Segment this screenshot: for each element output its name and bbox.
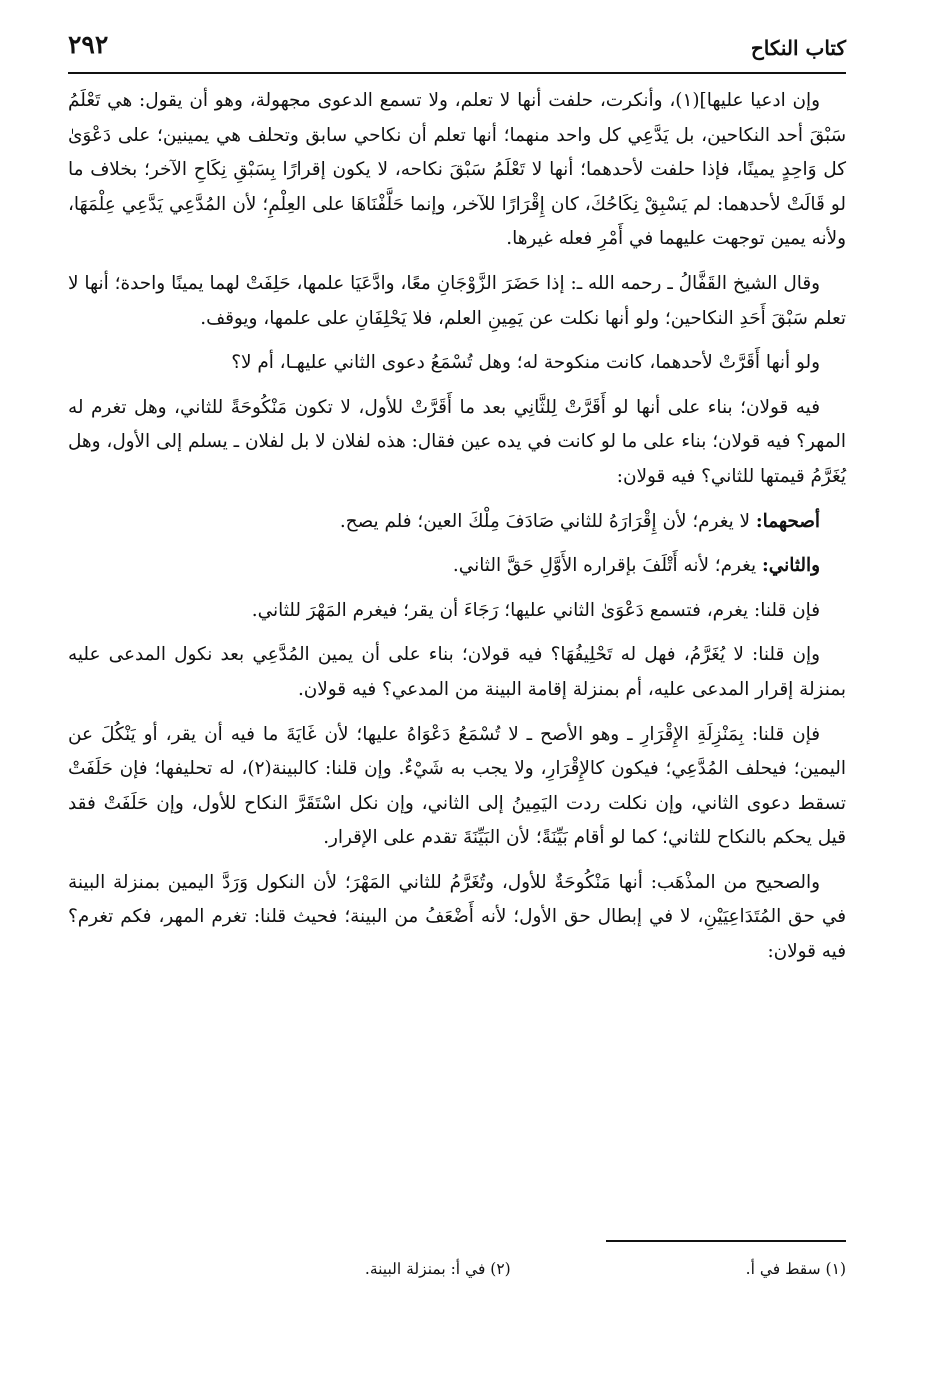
paragraph: والثاني: يغرم؛ لأنه أَتْلَفَ بإقراره الأَوَّلِ حَقَّ الثاني. [452,555,820,577]
footnote-2: (٢) في أ: بمنزلة البينة. [364,1260,511,1278]
paragraph: فإن قلنا: يغرم، فتسمع دَعْوَىٰ الثاني عليها؛ رَجَاءَ أن يقر؛ فيغرم المَهْرَ للثاني. [251,599,820,621]
paragraph: وإن قلنا: لا يُغَرَّمُ، فهل له تَحْلِيفُهَا؟ فيه قولان؛ بناء على أن يمين المُدَّعِي بعد نكول المدعى عليه بمنزلة إقرار المدعى عليه، أم بمنزلة إقامة البينة من المدعي؟ فيه قولان. [68,644,846,700]
paragraph: فإن قلنا: بِمَنْزِلَةِ الإِقْرَارِ ـ وهو الأصح ـ لا تُسْمَعُ دَعْوَاهُ عليها؛ لأن غَايَةَ ما فيه أن يقر، أو يَنْكُلَ عن اليمين؛ فيحلف المُدَّعِي؛ فيكون كالإِقْرَارِ، ولا يجب به شَيْءٌ. وإن قلنا: كالبينة(٢)، له تحليفها؛ فإن حَلَفَتْ تسقط دعوى الثاني، وإن نكلت ردت اليَمِينُ إلى الثاني، وإن نكل اسْتَقَرَّ النكاح للأول، وإن حَلَفَتْ فقد قيل يحكم بالنكاح للثاني؛ كما لو أقام بَيِّنَةً؛ لأن البَيِّنَةَ تقدم على الإقرار. [68,723,846,849]
footnote-1: (١) سقط في أ. [745,1260,846,1278]
main-text [68,84,846,970]
lead-term: أصحهما: [755,510,820,532]
footnotes [68,1256,846,1282]
paragraph: ولو أنها أَقَرَّتْ لأحدهما، كانت منكوحة له؛ وهل تُسْمَعُ دعوى الثاني عليهـا، أم لا؟ [231,352,820,374]
paragraph: فيه قولان؛ بناء على أنها لو أَقَرَّتْ لِلثَّانِي بعد ما أَقَرَّتْ للأول، لا تكون مَنْكُوحَةً للثاني، وهل تغرم له المهر؟ فيه قولان؛ بناء على ما لو كانت في يده عين فقال: هذه لفلان لا بل لفلان ـ يسلم إلى الأول، وهل يُغَرَّمُ قيمتها للثاني؟ فيه قولان: [68,396,846,487]
running-header [68,28,846,74]
paragraph: أصحهما: لا يغرم؛ لأن إِقْرَارَهُ للثاني صَادَفَ مِلْكَ العين؛ فلم يصح. [339,510,820,532]
paragraph: وقال الشيخ القَفَّالُ ـ رحمه الله ـ: إذا حَضَرَ الزَّوْجَانِ معًا، وادَّعَيَا علمها، حَلِفَتْ لهما يمينًا واحدة؛ أنها لا تعلم سَبْقَ أَحَدِ النكاحين؛ ولو أنها نكلت عن يَمِينِ العلم، فلا يَحْلِفَانِ على علمها، ويوقف. [68,272,846,329]
page [68,28,846,1278]
paragraph: والصحيح من المذْهَب: أنها مَنْكُوحَةٌ للأول، وتُغَرَّمُ للثاني المَهْرَ؛ لأن النكول وَرَدَّ اليمين بمنزلة البينة في حق المُتَدَاعِيَيْنِ، لا في إبطال حق الأول؛ لأنه أَضْعَفُ من البينة؛ فحيث قلنا: تغرم المهر، فكم تغرم؟ فيه قولان: [68,871,846,963]
book-title: كتاب النكاح [750,36,846,60]
lead-term: والثاني: [762,555,820,577]
footnote-divider [606,1240,846,1242]
page-number: ٢٩٢ [68,30,109,59]
paragraph: وإن ادعيا عليها](١)، وأنكرت، حلفت أنها لا تعلم، ولا تسمع الدعوى مجهولة، وهو أن يقول: هي تَعْلَمُ سَبْقَ أحد النكاحين، بل يَدَّعِي كل واحد منهما؛ أنها تعلم أن نكاحي سابق وتحلف هي يمينين؛ على دَعْوَىٰ كل وَاحِدٍ يمينًا، فإذا حلفت لأحدهما؛ أنها لا تَعْلَمُ سَبْقَ نكاحه، لا يكون إقرارًا بِسَبْقِ نِكَاحِ الآخر؛ بخلاف ما لو قَالَتْ لأحدهما: لم يَسْبِقْ نِكَاحُكَ، كان إِقْرَارًا للآخر، وإنما حَلَّفْنَاهَا على العِلْمِ؛ لأن المُدَّعِي يَدَّعِي عِلْمَهَا، ولأنه يمين توجهت عليهما في أَمْرِ فعله غيرها. [68,90,846,250]
